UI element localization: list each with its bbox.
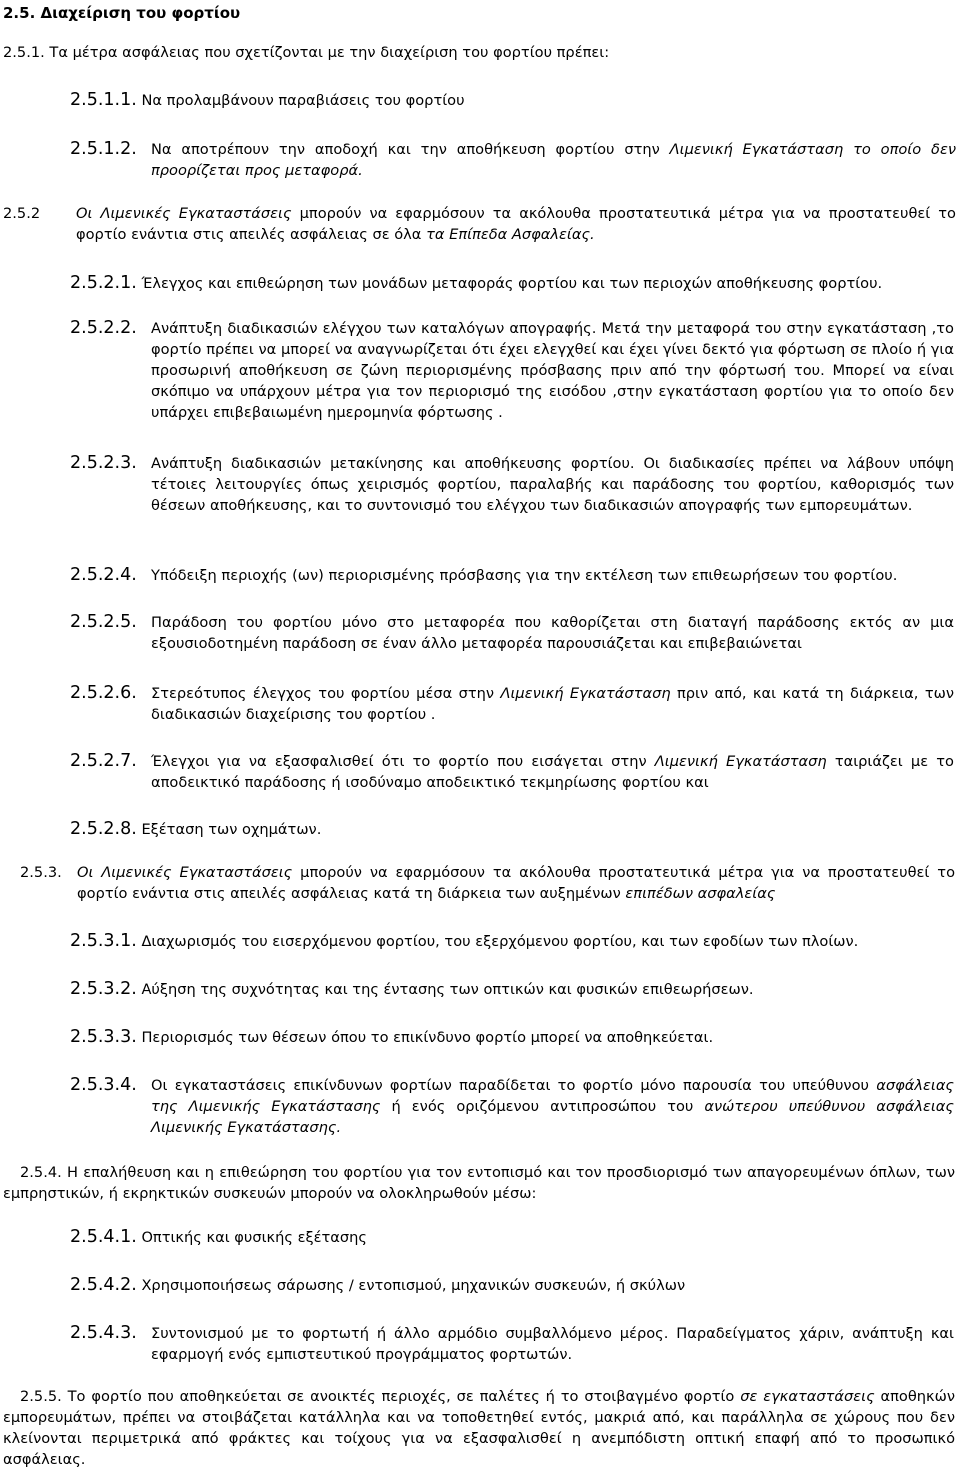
item-number: 2.5.4.1. [70, 1227, 137, 1247]
item-number: 2.5.4.2. [70, 1275, 137, 1295]
item-text: Να αποτρέπουν την αποδοχή και την αποθήκευση φορτίου στην [151, 141, 670, 158]
item-text: Διαχωρισμός του εισερχόμενου φορτίου, του εξερχόμενου φορτίου, και των εφοδίων των πλοίων. [141, 933, 859, 950]
item-2-5-2-1 [70, 273, 955, 294]
section-text: μπορούν να εφαρμόσουν τα ακόλουθα προστατευτικά μέτρα για να προστατευθεί το φορτίο ενάντια στις απειλές ασφάλειας σε όλα [76, 205, 956, 243]
section-text: Η επαλήθευση και η επιθεώρηση του φορτίου για τον εντοπισμό και τον προσδιορισμό των απαγορευμένων όπλων, των εμπρηστικών, ή εκρηκτικών συσκευών μπορούν να ολοκληρωθούν μέσω: [3, 1164, 955, 1202]
item-number: 2.5.2.8. [70, 819, 137, 839]
item-number: 2.5.3.1. [70, 931, 137, 951]
item-text: Οπτικής και φυσικής εξέτασης [141, 1229, 367, 1246]
item-2-5-4-3: Συντονισμού με το φορτωτή ή άλλο αρμόδιο συμβαλλόμενο μέρος. Παραδείγματος χάριν, ανάπτυξη και εφαρμογή ενός εμπιστευτικού προγράμματος φορτωτών. [151, 1325, 954, 1363]
section-number: 2.5.5. [20, 1388, 62, 1405]
item-text: Έλεγχος και επιθεώρηση των μονάδων μεταφοράς φορτίου και των περιοχών αποθήκευσης φορτίου. [141, 275, 883, 292]
item-italic-2: ανώτερου υπεύθυνου ασφάλειας Λιμενικής Εγκατάστασης. [151, 1098, 954, 1136]
item-text: Οι εγκαταστάσεις επικίνδυνων φορτίων παραδίδεται το φορτίο μόνο παρουσία του υπεύθυνου [151, 1077, 877, 1094]
item-2-5-3-4 [151, 1075, 954, 1138]
item-2-5-2-8 [70, 819, 470, 840]
item-2-5-3-1 [70, 931, 950, 952]
section-italic-2: τα Επίπεδα Ασφαλείας. [426, 226, 595, 243]
section-2-5-5 [3, 1386, 955, 1470]
item-number-2-5-2-4: 2.5.2.4. [70, 565, 137, 585]
item-number-2-5-3-4: 2.5.3.4. [70, 1075, 137, 1095]
item-2-5-4-1 [70, 1227, 950, 1248]
item-text-2: πριν από, και κατά τη διάρκεια, των διαδικασιών διαχείρισης του φορτίου . [151, 685, 954, 723]
section-text: μπορούν να εφαρμόσουν τα ακόλουθα προστατευτικά μέτρα για να προστατευθεί το φορτίο ενάντια στις απειλές ασφάλειας κατά τη διάρκεια των αυξημένων [77, 864, 955, 902]
item-number: 2.5.1.1. [70, 90, 137, 110]
item-number: 2.5.3.3. [70, 1027, 137, 1047]
section-2-5-4 [3, 1162, 955, 1204]
section-italic: Οι Λιμενικές Εγκαταστάσεις [76, 205, 292, 222]
item-2-5-2-7 [151, 751, 954, 793]
item-number-2-5-2-7: 2.5.2.7. [70, 751, 137, 771]
item-italic: Λιμενική Εγκατάσταση [654, 753, 827, 770]
item-text: Αύξηση της συχνότητας και της έντασης των οπτικών και φυσικών επιθεωρήσεων. [141, 981, 754, 998]
item-text: Εξέταση των οχημάτων. [141, 821, 322, 838]
section-text-2: αποθηκών εμπορευμάτων, πρέπει να στοιβάζεται κατάλληλα και να τοποθετηθεί εντός, μακριά από, και παράλληλα σε χώρους που δεν κλείνονται περιμετρικά από φράκτες και τοίχους για να εξασφαλισθεί η ανεμπόδιστη οπτική επαφή από το προσωπικό ασφάλειας. [3, 1388, 955, 1468]
item-2-5-1-2 [151, 139, 956, 181]
item-text: Στερεότυπος έλεγχος του φορτίου μέσα στην [151, 685, 501, 702]
section-2-5-2 [76, 203, 956, 245]
item-2-5-2-3: Ανάπτυξη διαδικασιών μετακίνησης και αποθήκευσης φορτίου. Οι διαδικασίες πρέπει να λάβουν υπόψη τέτοιες λειτουργίες όπως χειρισμός φορτίου, παραλαβής και παράδοσης του φορτίου, καθορισμός των θέσεων αποθήκευσης, και το συντονισμό του ελέγχου των διαδικασιών απογραφής των εμπορευμάτων. [151, 455, 954, 514]
section-2-5-3 [77, 862, 955, 904]
item-number-2-5-2-6: 2.5.2.6. [70, 683, 137, 703]
item-number: 2.5.3.2. [70, 979, 137, 999]
item-2-5-2-6 [151, 683, 954, 725]
section-italic-2: επιπέδων ασφαλείας [625, 885, 776, 902]
item-text: Να προλαμβάνουν παραβιάσεις του φορτίου [141, 92, 465, 109]
item-italic: ασφάλειας της Λιμενικής Εγκατάστασης [151, 1077, 954, 1115]
item-number: 2.5.2.1. [70, 273, 137, 293]
section-number-2-5-3: 2.5.3. [20, 864, 62, 881]
item-number-2-5-4-3: 2.5.4.3. [70, 1323, 137, 1343]
section-number: 2.5.1. [3, 44, 45, 61]
section-text: Τα μέτρα ασφάλειας που σχετίζονται με την διαχείριση του φορτίου πρέπει: [49, 44, 610, 61]
item-italic: Λιμενική Εγκατάσταση το οποίο δεν προορίζεται προς μεταφορά. [151, 141, 956, 179]
item-text: Χρησιμοποιήσεως σάρωσης / εντοπισμού, μηχανικών συσκευών, ή σκύλων [141, 1277, 686, 1294]
item-text: Περιορισμός των θέσεων όπου το επικίνδυνο φορτίο μπορεί να αποθηκεύεται. [141, 1029, 714, 1046]
item-number-2-5-1-2: 2.5.1.2. [70, 139, 137, 159]
item-text-2: ταιριάζει με το αποδεικτικό παράδοσης ή ισοδύναμο αποδεικτικό τεκμηρίωσης φορτίου και [151, 753, 954, 791]
item-2-5-2-4: Υπόδειξη περιοχής (ων) περιορισμένης πρόσβασης για την εκτέλεση των επιθεωρήσεων του φορτίου. [151, 567, 898, 584]
section-italic: σε εγκαταστάσεις [740, 1388, 875, 1405]
item-text: Έλεγχοι για να εξασφαλισθεί ότι το φορτίο που εισάγεται στην [151, 753, 655, 770]
section-number-2-5-2: 2.5.2 [3, 205, 41, 222]
section-number: 2.5.4. [20, 1164, 62, 1181]
item-number-2-5-2-2: 2.5.2.2. [70, 318, 137, 338]
item-number-2-5-2-5: 2.5.2.5. [70, 612, 137, 632]
item-2-5-3-3 [70, 1027, 950, 1048]
section-2-5-1 [3, 42, 943, 63]
item-2-5-4-2 [70, 1275, 950, 1296]
section-italic: Οι Λιμενικές Εγκαταστάσεις [77, 864, 293, 881]
page-title: 2.5. Διαχείριση του φορτίου [3, 4, 241, 22]
item-2-5-2-5: Παράδοση του φορτίου μόνο στο μεταφορέα που καθορίζεται στη διαταγή παράδοσης εκτός αν μια εξουσιοδοτημένη παράδοση σε έναν άλλο μεταφορέα παρουσιάζεται και επιβεβαιώνεται [151, 614, 954, 652]
item-number-2-5-2-3: 2.5.2.3. [70, 453, 137, 473]
item-text-2: ή ενός οριζόμενου αντιπροσώπου του [380, 1098, 705, 1115]
section-text: Το φορτίο που αποθηκεύεται σε ανοικτές περιοχές, σε παλέτες ή το στοιβαγμένο φορτίο [67, 1388, 741, 1405]
item-italic: Λιμενική Εγκατάσταση [500, 685, 671, 702]
item-2-5-2-2: Ανάπτυξη διαδικασιών ελέγχου των καταλόγων απογραφής. Μετά την μεταφορά του στην εγκατάσταση ,το φορτίο πρέπει να μπορεί να αναγνωρίζεται ότι έχει ελεγχθεί και έχει γίνει δεκτό για φόρτωση σε πλοίο ή για προσωρινή αποθήκευση σε ζώνη περιορισμένης πρόσβασης πριν από την φόρτωσή του. Μπορεί να είναι σκόπιμο να υπάρχουν μέτρα για τον περιορισμό της εισόδου ,στην εγκατάσταση φορτίου για το οποίο δεν υπάρχει επιβεβαιωμένη ημερομηνία φόρτωσης . [151, 320, 954, 421]
item-2-5-3-2 [70, 979, 950, 1000]
item-2-5-1-1 [70, 90, 950, 111]
